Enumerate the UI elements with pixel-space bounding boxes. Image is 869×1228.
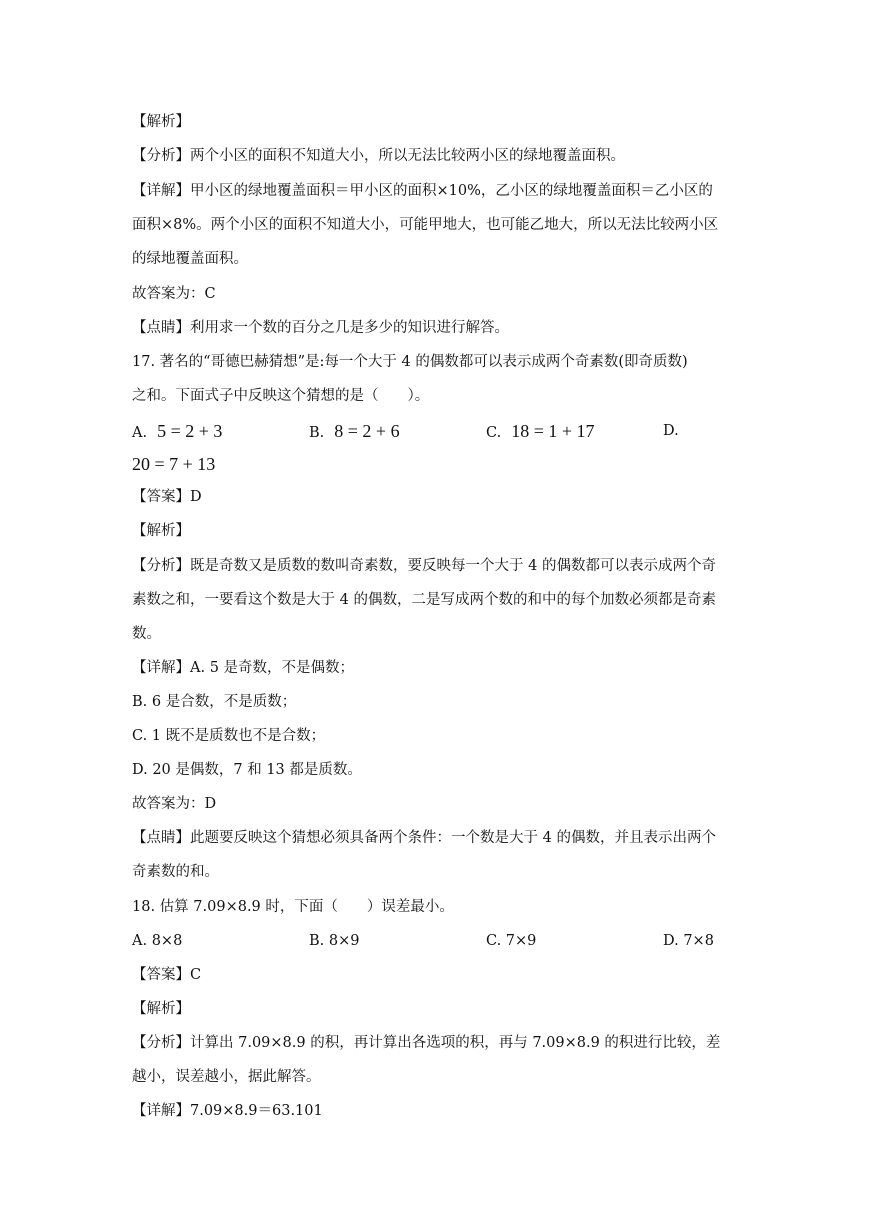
option-text: 8×9 <box>328 933 360 949</box>
option-label: B. <box>309 425 325 441</box>
q16-analysis-label: 【解析】 <box>132 114 190 130</box>
q18-option-d <box>663 931 714 951</box>
q18-stem: 18. 估算 7.09×8.9 时，下面（ ）误差最小。 <box>132 899 454 915</box>
q17-option-a <box>132 421 222 443</box>
q16-detail-line-1: 【详解】甲小区的绿地覆盖面积＝甲小区的面积×10%，乙小区的绿地覆盖面积＝乙小区的 <box>132 183 713 199</box>
q17-analysis-line-3: 数。 <box>132 626 161 642</box>
q17-stem-line-1: 17. 著名的“哥德巴赫猜想”是:每一个大于 4 的偶数都可以表示成两个奇素数(即奇质数) <box>132 354 688 370</box>
q17-option-d-expression <box>132 454 215 476</box>
option-expression: 8 = 2 + 6 <box>334 421 400 441</box>
option-expression: 18 = 1 + 17 <box>511 421 595 441</box>
option-label: A. <box>132 933 148 949</box>
q17-answer: 【答案】D <box>132 489 202 505</box>
option-text: 7×8 <box>683 933 714 949</box>
q17-stem-line-2: 之和。下面式子中反映这个猜想的是（ ）。 <box>132 388 430 404</box>
q18-answer: 【答案】C <box>132 967 202 983</box>
q16-tip: 【点睛】利用求一个数的百分之几是多少的知识进行解答。 <box>132 320 509 336</box>
q18-analysis-label: 【解析】 <box>132 1001 190 1017</box>
option-text: 7×9 <box>505 933 537 949</box>
q17-detail-line-2: B. 6 是合数，不是质数； <box>132 694 297 710</box>
q17-detail-line-4: D. 20 是偶数，7 和 13 都是质数。 <box>132 762 362 778</box>
q17-detail-line-1: 【详解】A. 5 是奇数，不是偶数； <box>132 660 355 676</box>
q17-analysis-line-2: 素数之和，一要看这个数是大于 4 的偶数，二是写成两个数的和中的每个加数必须都是奇素 <box>132 592 716 608</box>
option-label: D. <box>663 933 679 949</box>
q18-option-c <box>486 931 536 951</box>
q16-analysis-text: 【分析】两个小区的面积不知道大小，所以无法比较两小区的绿地覆盖面积。 <box>132 148 625 164</box>
q16-detail-line-3: 的绿地覆盖面积。 <box>132 251 248 267</box>
option-expression: 5 = 2 + 3 <box>157 421 223 441</box>
q17-tip-line-2: 奇素数的和。 <box>132 864 219 880</box>
q18-analysis-line-1: 【分析】计算出 7.09×8.9 的积，再计算出各选项的积，再与 7.09×8.9 的积进行比较，差 <box>132 1035 721 1051</box>
q17-detail-line-3: C. 1 既不是质数也不是合数； <box>132 728 326 744</box>
option-label: A. <box>132 425 148 441</box>
q18-detail: 【详解】7.09×8.9＝63.101 <box>132 1103 323 1119</box>
q18-analysis-line-2: 越小，误差越小，据此解答。 <box>132 1069 321 1085</box>
option-label: B. <box>309 933 325 949</box>
q17-option-b <box>309 421 400 443</box>
q17-final-answer: 故答案为：D <box>132 796 217 812</box>
option-text: 8×8 <box>151 933 183 949</box>
option-label: C. <box>486 933 502 949</box>
q16-detail-line-2: 面积×8%。两个小区的面积不知道大小，可能甲地大，也可能乙地大，所以无法比较两小区 <box>132 217 719 233</box>
q17-analysis-label: 【解析】 <box>132 523 190 539</box>
option-label: C. <box>486 425 502 441</box>
q16-final-answer: 故答案为：C <box>132 286 216 302</box>
q17-option-c <box>486 421 595 443</box>
q18-option-b <box>309 931 359 951</box>
q18-option-a <box>132 931 182 951</box>
q17-tip-line-1: 【点睛】此题要反映这个猜想必须具备两个条件：一个数是大于 4 的偶数，并且表示出两个 <box>132 830 716 846</box>
option-expression: 20 = 7 + 13 <box>132 454 216 474</box>
q17-analysis-line-1: 【分析】既是奇数又是质数的数叫奇素数，要反映每一个大于 4 的偶数都可以表示成两个奇 <box>132 558 716 574</box>
q17-option-d-label: D. <box>663 423 679 439</box>
